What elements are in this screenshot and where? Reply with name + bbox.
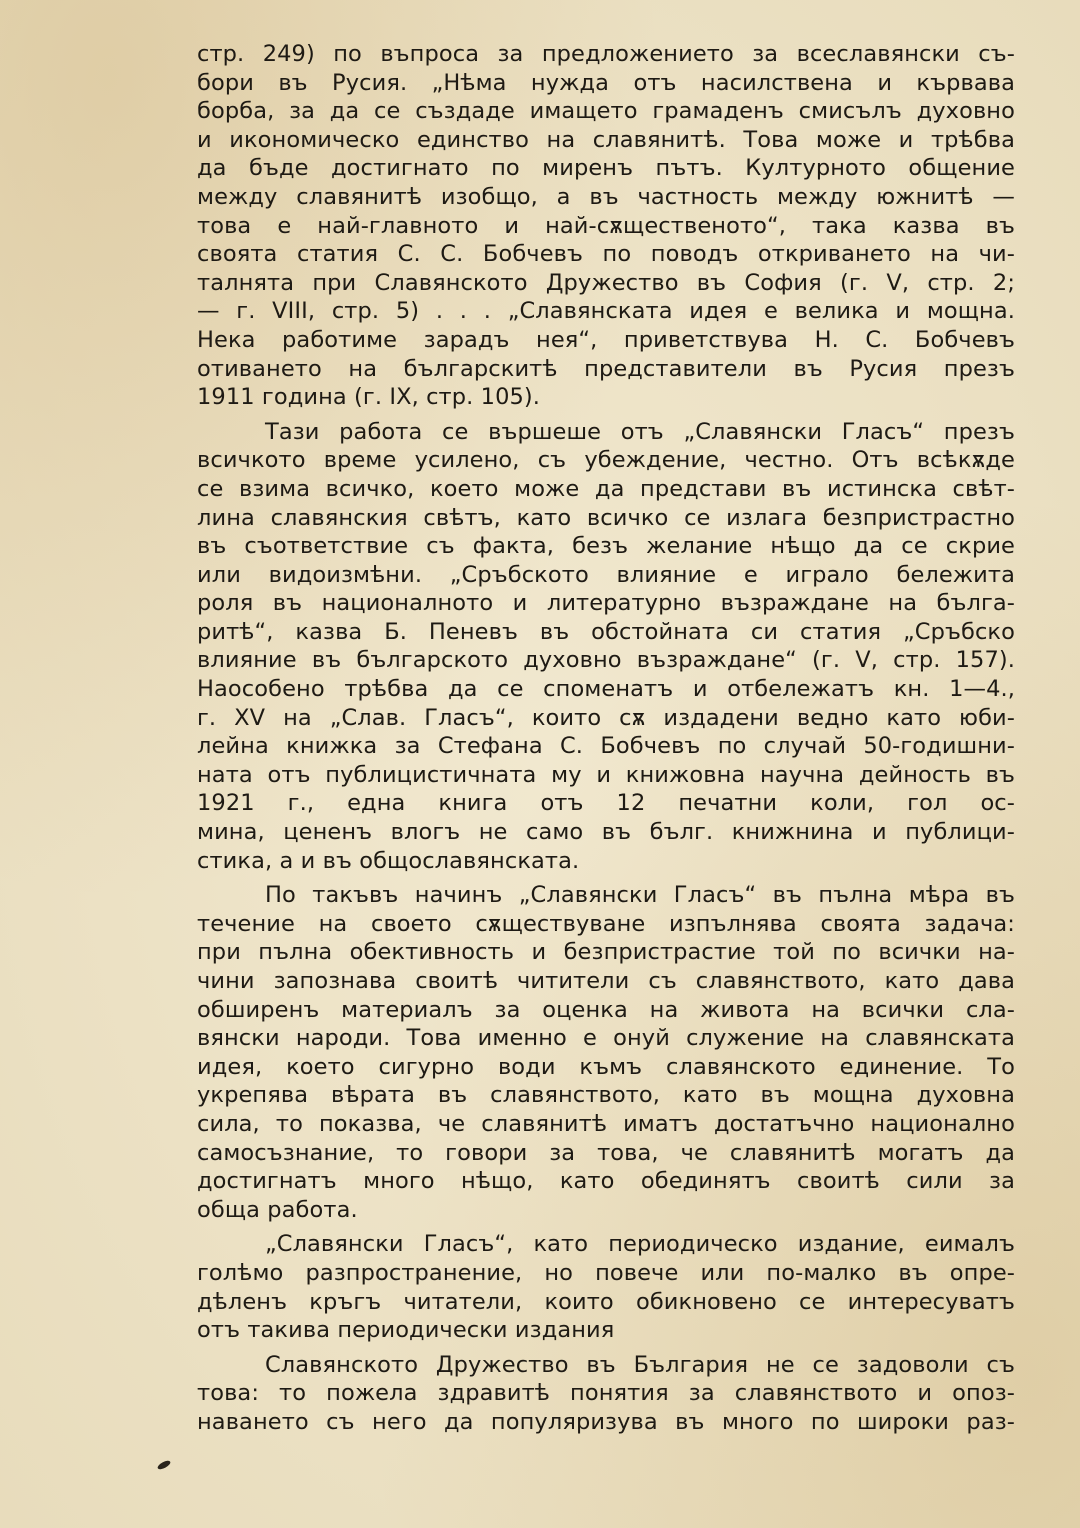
text-line: сила, то показва, че славянитѣ иматъ достатъчно национално <box>197 1110 1015 1137</box>
text-line: 1911 година (г. IX, стр. 105). <box>197 384 541 411</box>
text-line: 1921 г., една книга отъ 12 печатни коли, гол ос- <box>197 790 1015 817</box>
text-line: лейна книжка за Стефана С. Бобчевъ по случай 50-годишни- <box>197 733 1015 760</box>
text-line: при пълна обективность и безпристрастие той по всички на- <box>197 939 1015 966</box>
text-line: и икономическо единство на славянитѣ. Това може и трѣбва <box>197 126 1015 153</box>
text-line: въ съответствие съ факта, безъ желание нѣщо да се скрие <box>197 533 1015 560</box>
text-line: ната отъ публицистичната му и книжовна научна дейность въ <box>197 761 1015 788</box>
text-line: или видоизмѣни. „Сръбското влияние е играло бележита <box>197 561 1015 588</box>
paragraph <box>197 1351 1015 1437</box>
text-line: голѣмо разпространение, но повече или по-малко въ опре- <box>197 1259 1015 1286</box>
text-line: талнята при Славянското Дружество въ София (г. V, стр. 2; <box>197 269 1015 296</box>
text-line: достигнатъ много нѣщо, като обединятъ своитѣ сили за <box>197 1168 1015 1195</box>
text-line: дѣленъ кръгъ читатели, които обикновено се интересуватъ <box>197 1288 1015 1315</box>
text-line: отиването на българскитѣ представители въ Русия презъ <box>197 355 1015 382</box>
text-line: мина, цененъ влогъ не само въ бълг. книжнина и публици- <box>197 819 1015 846</box>
text-line: своята статия С. С. Бобчевъ по поводъ откриването на чи- <box>197 241 1015 268</box>
text-line: стика, а и въ общославянската. <box>197 847 580 874</box>
text-line: борба, за да се създаде имащето грамаденъ смисълъ духовно <box>197 98 1015 125</box>
text-line: отъ такива периодически издания <box>197 1317 615 1344</box>
text-line: това: то пожела здравитѣ понятия за славянството и опоз- <box>197 1380 1015 1407</box>
text-line: вянски народи. Това именно е онуй служение на славянската <box>197 1025 1015 1052</box>
text-line: — г. VIII, стр. 5) . . . „Славянската идея е велика и мощна. <box>197 298 1015 325</box>
text-line: лина славянския свѣтъ, като всичко се излага безпристрастно <box>197 504 1015 531</box>
text-line: да бъде достигнато по миренъ пътъ. Културното общение <box>197 155 1015 182</box>
text-line: По такъвъ начинъ „Славянски Гласъ“ въ пълна мѣра въ <box>265 882 1015 909</box>
text-line: Наособено трѣбва да се споменатъ и отбележатъ кн. 1—4., <box>197 676 1015 703</box>
text-line: роля въ националното и литературно възраждане на бълга- <box>197 590 1015 617</box>
paragraph <box>197 881 1015 1224</box>
text-line: Тази работа се вършеше отъ „Славянски Гласъ“ презъ <box>265 418 1015 445</box>
text-line: ритѣ“, казва Б. Пеневъ въ обстойната си статия „Сръбско <box>197 618 1015 645</box>
text-line: Славянското Дружество въ България не се задоволи съ <box>265 1351 1015 1378</box>
text-line: обширенъ материалъ за оценка на живота на всички сла- <box>197 996 1015 1023</box>
text-line: течение на своето сѫществуване изпълнява своята задача: <box>197 910 1015 937</box>
text-line: това е най-главното и най-сѫщественото“, така казва въ <box>197 212 1015 239</box>
text-line: между славянитѣ изобщо, а въ частность между южнитѣ — <box>197 183 1015 210</box>
text-line: Нека работиме зарадъ нея“, приветствува Н. С. Бобчевъ <box>197 326 1015 353</box>
text-line: наването съ него да популяризува въ много по широки раз- <box>197 1408 1015 1435</box>
text-line: г. XV на „Слав. Гласъ“, които сѫ издадени ведно като юби- <box>197 704 1015 731</box>
ink-mark <box>156 1459 171 1471</box>
text-line: обща работа. <box>197 1196 358 1223</box>
text-line: всичкото време усилено, съ убеждение, честно. Отъ всѣкѫде <box>197 447 1015 474</box>
paragraph <box>197 418 1015 876</box>
text-line: влияние въ българското духовно възраждане“ (г. V, стр. 157). <box>197 647 1015 674</box>
text-line: бори въ Русия. „Нѣма нужда отъ насилствена и кървава <box>197 69 1015 96</box>
text-line: самосъзнание, то говори за това, че славянитѣ могатъ да <box>197 1139 1015 1166</box>
text-line: чини запознава своитѣ читители съ славянството, като дава <box>197 968 1015 994</box>
text-line: идея, което сигурно води къмъ славянското единение. То <box>197 1053 1015 1080</box>
body-text <box>197 40 1015 1437</box>
paragraph <box>197 1230 1015 1344</box>
text-line: укрепява вѣрата въ славянството, като въ мощна духовна <box>197 1082 1015 1109</box>
text-line: се взима всичко, което може да представи въ истинска свѣт- <box>197 475 1015 502</box>
paragraph <box>197 40 1015 412</box>
text-line: „Славянски Гласъ“, като периодическо издание, еималъ <box>265 1231 1015 1258</box>
text-line: стр. 249) по въпроса за предложението за всеславянски съ- <box>197 41 1015 67</box>
